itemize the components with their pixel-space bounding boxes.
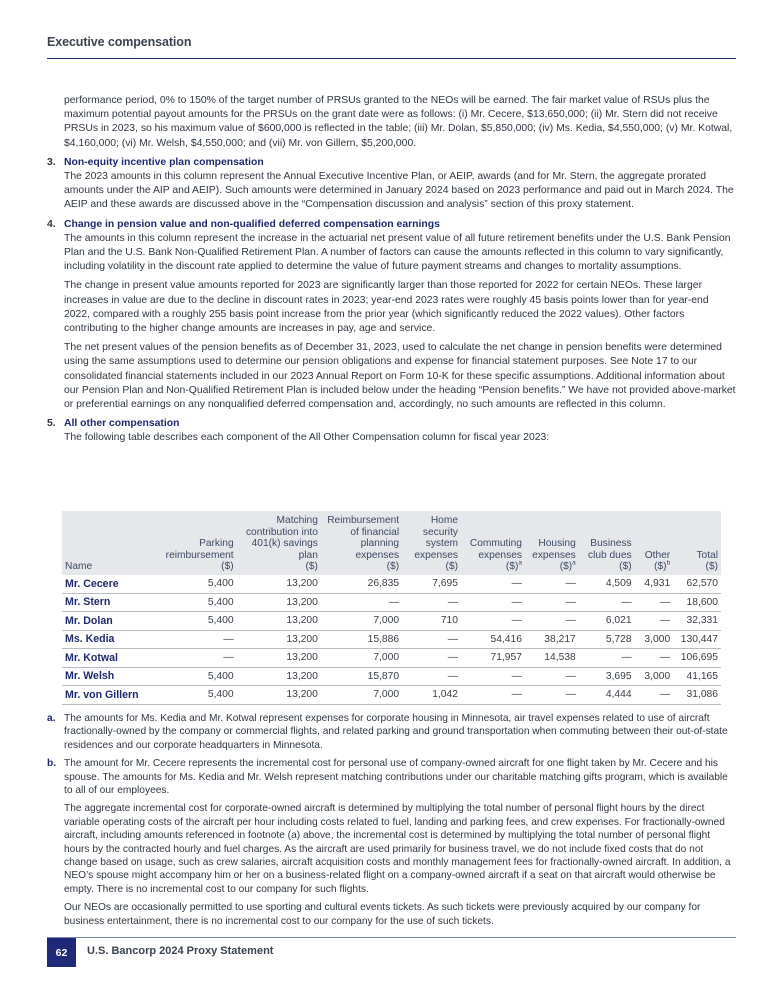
table-row xyxy=(62,686,721,705)
document-title: U.S. Bancorp 2024 Proxy Statement xyxy=(87,945,274,957)
row-value-cell: 13,200 xyxy=(237,593,321,612)
column-header-home-security: Home security system expenses ($) xyxy=(414,515,458,572)
row-value-cell: 7,000 xyxy=(321,649,402,668)
body-content xyxy=(47,94,737,446)
row-value-cell: 1,042 xyxy=(402,686,461,705)
row-value-cell: — xyxy=(525,612,579,631)
column-header-total: Total ($) xyxy=(696,549,718,572)
section-number: 4. xyxy=(47,218,56,230)
column-header-club-dues: Business club dues ($) xyxy=(588,538,632,572)
section-title: Non-equity incentive plan compensation xyxy=(64,156,264,168)
section-number: 3. xyxy=(47,156,56,168)
column-header-parking: Parking reimbursement ($) xyxy=(165,538,234,572)
section-title: All other compensation xyxy=(64,418,180,430)
section-paragraph: The following table describes each component of the All Other Compensation column for fiscal year 2023: xyxy=(64,432,550,444)
row-value-cell: 13,200 xyxy=(237,686,321,705)
footnote-a xyxy=(47,712,737,752)
section-paragraph: The net present values of the pension benefits as of December 31, 2023, used to calculate the net change in pension benefits were determined using the same assumptions used to determine our pension obligations and expense for financial statement purposes. See Note 17 to our consolidated financial statements included in our 2023 Annual Report on Form 10-K for these specific assumptions. Additional information about our Pension Plan and Non-Qualified Retirement Plan is included below under the heading “Pension benefits.” We have not provided above-market or preferential earnings on any nonqualified deferred compensation and, accordingly, no such amounts are reflected in this column. xyxy=(64,342,736,411)
row-value-cell: 41,165 xyxy=(673,667,721,686)
row-value-cell: 7,695 xyxy=(402,575,461,594)
footnote-letter: b. xyxy=(47,758,57,770)
row-value-cell: 3,000 xyxy=(635,667,674,686)
row-value-cell: 4,444 xyxy=(579,686,635,705)
row-value-cell: 26,835 xyxy=(321,575,402,594)
row-value-cell: — xyxy=(461,612,525,631)
row-value-cell: — xyxy=(525,593,579,612)
row-value-cell: — xyxy=(635,649,674,668)
row-value-cell: — xyxy=(579,649,635,668)
table-row xyxy=(62,575,721,594)
column-header-other: Other ($)$^b$ xyxy=(644,549,671,572)
row-value-cell: — xyxy=(461,686,525,705)
row-value-cell: — xyxy=(159,649,236,668)
row-value-cell: — xyxy=(525,686,579,705)
section-4 xyxy=(47,218,737,413)
row-value-cell: 106,695 xyxy=(673,649,721,668)
row-name-cell: Mr. von Gillern xyxy=(62,686,159,705)
row-value-cell: — xyxy=(402,667,461,686)
row-value-cell: 15,870 xyxy=(321,667,402,686)
row-value-cell: 54,416 xyxy=(461,630,525,649)
row-value-cell: — xyxy=(402,593,461,612)
row-value-cell: 7,000 xyxy=(321,686,402,705)
row-value-cell: 6,021 xyxy=(579,612,635,631)
column-header-housing: Housing expenses ($)$^a$ xyxy=(532,538,576,572)
row-value-cell: 15,886 xyxy=(321,630,402,649)
row-name-cell: Ms. Kedia xyxy=(62,630,159,649)
column-header-financial-planning: Reimbursement of financial planning expenses ($) xyxy=(327,515,400,572)
row-value-cell: 13,200 xyxy=(237,649,321,668)
row-value-cell: — xyxy=(461,575,525,594)
table-footnotes xyxy=(47,712,737,928)
section-5 xyxy=(47,417,737,445)
row-value-cell: 4,509 xyxy=(579,575,635,594)
row-value-cell: 5,400 xyxy=(159,575,236,594)
table-row xyxy=(62,593,721,612)
row-value-cell: 130,447 xyxy=(673,630,721,649)
table-row xyxy=(62,667,721,686)
table-row xyxy=(62,649,721,668)
section-number: 5. xyxy=(47,418,56,430)
row-name-cell: Mr. Cecere xyxy=(62,575,159,594)
section-3 xyxy=(47,156,737,213)
table-header-row xyxy=(62,511,721,575)
row-value-cell: — xyxy=(525,667,579,686)
table-row xyxy=(62,612,721,631)
row-value-cell: — xyxy=(461,593,525,612)
row-name-cell: Mr. Dolan xyxy=(62,612,159,631)
intro-paragraph: performance period, 0% to 150% of the target number of PRSUs granted to the NEOs will be earned. The fair market value of RSUs plus the maximum potential payout amounts for the PRSUs on the grant date were as follows: (i) Mr. Cecere, $13,650,000; (ii) Mr. Stern did not receive PRSUs in 2023, so his maximum value of $600,000 is reflected in the table; (iii) Mr. Dolan, $5,850,000; (iv) Ms. Kedia, $4,550,000; (v) Mr. Kotwal, $4,160,000; (vi) Mr. Welsh, $4,550,000; and (vii) Mr. von Gillern, $5,200,000. xyxy=(64,95,733,149)
section-paragraph: The change in present value amounts reported for 2023 are significantly larger than those reported for 2022 for certain NEOs. These larger increases in value are due to the decline in discount rates in 2023; year-end 2023 rates were roughly 45 basis points lower than for year-end 2022, compared with a roughly 255 basis point increase from the prior year (which significantly reduced the 2022 values). Other factors contributing to the higher change amounts are increases in pay, age and service. xyxy=(64,280,709,335)
footnote-paragraph: The amounts for Ms. Kedia and Mr. Kotwal represent expenses for corporate housing in Minnesota, air travel expenses related to use of aircraft fractionally-owned by the company or commercial flights, and related parking and ground transportation when commuting between their out-of-state residences and our corporate headquarters in Minnesota. xyxy=(64,713,728,751)
row-value-cell: 13,200 xyxy=(237,630,321,649)
row-value-cell: — xyxy=(635,593,674,612)
row-name-cell: Mr. Stern xyxy=(62,593,159,612)
row-value-cell: — xyxy=(402,630,461,649)
row-value-cell: — xyxy=(579,593,635,612)
all-other-compensation-table xyxy=(62,511,721,705)
section-header-title: Executive compensation xyxy=(47,35,192,49)
row-value-cell: 710 xyxy=(402,612,461,631)
footnote-b xyxy=(47,757,737,928)
page-footer xyxy=(47,937,736,966)
row-value-cell: 14,538 xyxy=(525,649,579,668)
row-value-cell: — xyxy=(525,575,579,594)
section-paragraph: The 2023 amounts in this column represent the Annual Executive Incentive Plan, or AEIP, awards (and for Mr. Stern, the aggregate prorated amounts under the AIP and AEIP). Such amounts were determined in January 2024 based on 2023 performance and paid out in March 2024. The AEIP and these awards are discussed above in the “Compensation discussion and analysis” section of this proxy statement. xyxy=(64,171,734,211)
row-value-cell: 13,200 xyxy=(237,667,321,686)
footnote-paragraph: Our NEOs are occasionally permitted to use sporting and cultural events tickets. As such tickets were previously acquired by our company for business entertainment, there is no incremental cost to our company for the use of such tickets. xyxy=(64,902,701,927)
column-header-401k: Matching contribution into 401(k) savings plan ($) xyxy=(245,515,318,572)
row-value-cell: — xyxy=(159,630,236,649)
column-header-commuting: Commuting expenses ($)$^a$ xyxy=(469,538,522,572)
row-value-cell: 5,400 xyxy=(159,667,236,686)
row-value-cell: 5,400 xyxy=(159,593,236,612)
footnote-paragraph: The amount for Mr. Cecere represents the incremental cost for personal use of company-owned aircraft for one flight taken by Mr. Cecere and his spouse. The amounts for Ms. Kedia and Mr. Welsh represent matching contributions under our charitable matching gifts program, which is available to all of our employees. xyxy=(64,758,728,797)
row-value-cell: 62,570 xyxy=(673,575,721,594)
row-value-cell: 32,331 xyxy=(673,612,721,631)
row-name-cell: Mr. Kotwal xyxy=(62,649,159,668)
row-value-cell: 3,695 xyxy=(579,667,635,686)
row-value-cell: 71,957 xyxy=(461,649,525,668)
row-value-cell: 13,200 xyxy=(237,575,321,594)
row-value-cell: 5,728 xyxy=(579,630,635,649)
footnote-letter: a. xyxy=(47,713,56,724)
row-value-cell: 5,400 xyxy=(159,612,236,631)
row-value-cell: 13,200 xyxy=(237,612,321,631)
row-value-cell: 3,000 xyxy=(635,630,674,649)
table-row xyxy=(62,630,721,649)
running-header xyxy=(47,35,736,59)
row-name-cell: Mr. Welsh xyxy=(62,667,159,686)
footnote-paragraph: The aggregate incremental cost for corporate-owned aircraft is determined by multiplying the total number of personal flight hours by the direct variable operating costs of the aircraft per hour including costs related to fuel, landing and parking fees, and crew expenses. For fractionally-owned aircraft, including amounts referenced in footnote (a) above, the incremental cost is determined by multiplying the total number of personal flight hours by the contracted hourly and fuel charges. As the aircraft are used primarily for business travel, we do not include fixed costs that do not change based on usage, such as crew salaries, aircraft acquisition costs and monthly management fees for fractionally-owned aircraft. In addition, a NEO’s spouse might accompany him or her on a business-related flight on a company-owned aircraft if a seat on that aircraft would otherwise be empty. There is no incremental cost to our company for such flights. xyxy=(64,803,731,895)
row-value-cell: — xyxy=(402,649,461,668)
section-title: Change in pension value and non-qualified deferred compensation earnings xyxy=(64,218,440,230)
section-paragraph: The amounts in this column represent the increase in the actuarial net present value of all future retirement benefits under the U.S. Bank Pension Plan and the U.S. Bank Non-Qualified Retirement Plan. A number of factors can cause the amounts reflected in this column to vary significantly, including volatility in the discount rate applied to determine the value of future payment streams and changes to mortality assumptions. xyxy=(64,232,731,273)
row-value-cell: — xyxy=(321,593,402,612)
row-value-cell: 5,400 xyxy=(159,686,236,705)
row-value-cell: 7,000 xyxy=(321,612,402,631)
row-value-cell: 18,600 xyxy=(673,593,721,612)
page-number: 62 xyxy=(47,938,76,967)
row-value-cell: 31,086 xyxy=(673,686,721,705)
row-value-cell: — xyxy=(635,686,674,705)
row-value-cell: — xyxy=(461,667,525,686)
row-value-cell: 38,217 xyxy=(525,630,579,649)
row-value-cell: — xyxy=(635,612,674,631)
column-header-name: Name xyxy=(65,561,93,572)
row-value-cell: 4,931 xyxy=(635,575,674,594)
